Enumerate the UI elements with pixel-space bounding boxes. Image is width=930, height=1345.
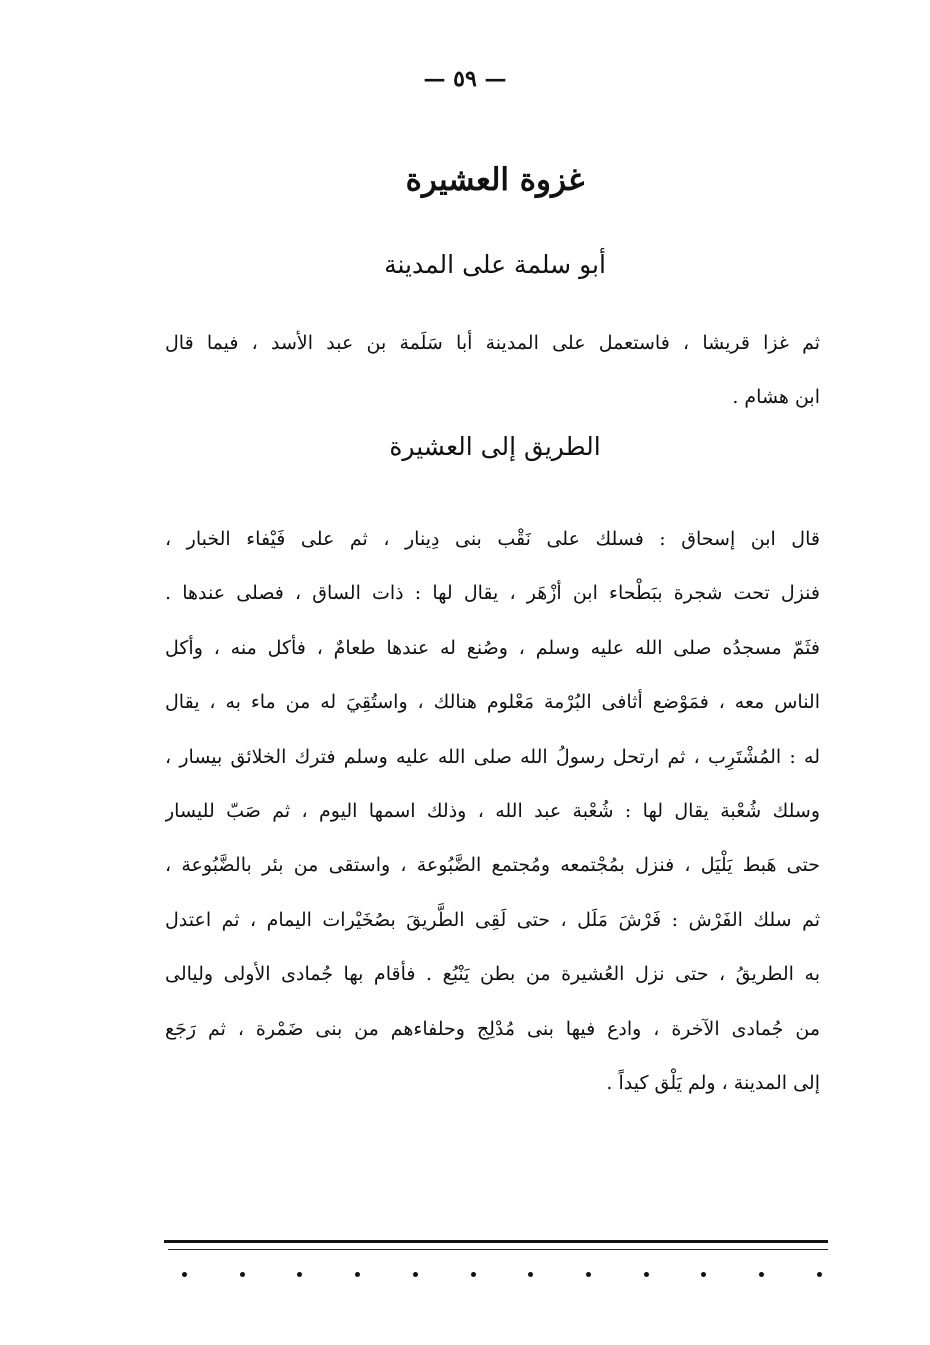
ornament-dot [355,1272,360,1277]
text-line: ابن هشام . [732,386,820,409]
section-heading-road: الطريق إلى العشيرة [389,432,601,461]
ornament-dot [817,1272,822,1277]
paragraph-abu-salama [165,316,820,425]
footer-dot-row [182,1264,822,1284]
section-heading-abu-salama: أبو سلمة على المدينة [384,250,606,279]
text-line: إلى المدينة ، ولم يَلْق كيداً . [606,1071,820,1094]
footer-rule-thin [168,1249,828,1250]
text-line: من جُمادى الآخرة ، وادع فيها بنى مُدْلِج وحلفاءهم من بنى ضَمْرة ، ثم رَجَع [165,1017,820,1040]
ornament-dot [240,1272,245,1277]
text-line: حتى هَبط يَلْيَل ، فنزل بمُجْتمعه ومُجتمع الضَّبُوعة ، واستقى من بئر بالضَّبُوعة ، [165,854,820,877]
ornament-dot [759,1272,764,1277]
ornament-dot [297,1272,302,1277]
chapter-title: غزوة العشيرة [405,162,585,198]
ornament-dot [182,1272,187,1277]
text-line: فثَمّ مسجدُه صلى الله عليه وسلم ، وصُنع له عندها طعامٌ ، فأكل منه ، وأكل [165,636,820,659]
text-line: قال ابن إسحاق : فسلك على نَقْب بنى دِينار ، ثم على فَيْفاء الخبار ، [165,528,820,550]
text-line: الناس معه ، فمَوْضع أثافى البُرْمة مَعْلوم هنالك ، واستُقِيَ له من ماء به ، يقال [165,691,820,714]
ornament-dot [528,1272,533,1277]
ornament-dot [701,1272,706,1277]
text-line: له : المُشْتَرِب ، ثم ارتحل رسولُ الله صلى الله عليه وسلم فترك الخلائق بيسار ، [165,745,820,768]
text-line: وسلك شُعْبة يقال لها : شُعْبة عبد الله ، وذلك اسمها اليوم ، ثم صَبّ لليسار [165,799,820,822]
ornament-dot [644,1272,649,1277]
ornament-dot [586,1272,591,1277]
page-number: — ٥٩ — [423,66,507,92]
text-line: ثم سلك الفَرْش : فَرْشَ مَلَل ، حتى لَقِى الطَّريقَ بصُخَيْرات اليمام ، ثم اعتدل [165,908,820,931]
text-line: ثم غزا قريشا ، فاستعمل على المدينة أبا سَلَمة بن عبد الأسد ، فيما قال [165,332,820,354]
paragraph-road [165,512,820,1110]
text-line: فنزل تحت شجرة ببَطْحاء ابن أزْهَر ، يقال لها : ذات الساق ، فصلى عندها . [165,582,820,605]
footer-rule [164,1240,828,1243]
ornament-dot [413,1272,418,1277]
text-line: به الطريقُ ، حتى نزل العُشيرة من بطن يَنْبُع . فأقام بها جُمادى الأولى وليالى [165,963,820,986]
ornament-dot [471,1272,476,1277]
